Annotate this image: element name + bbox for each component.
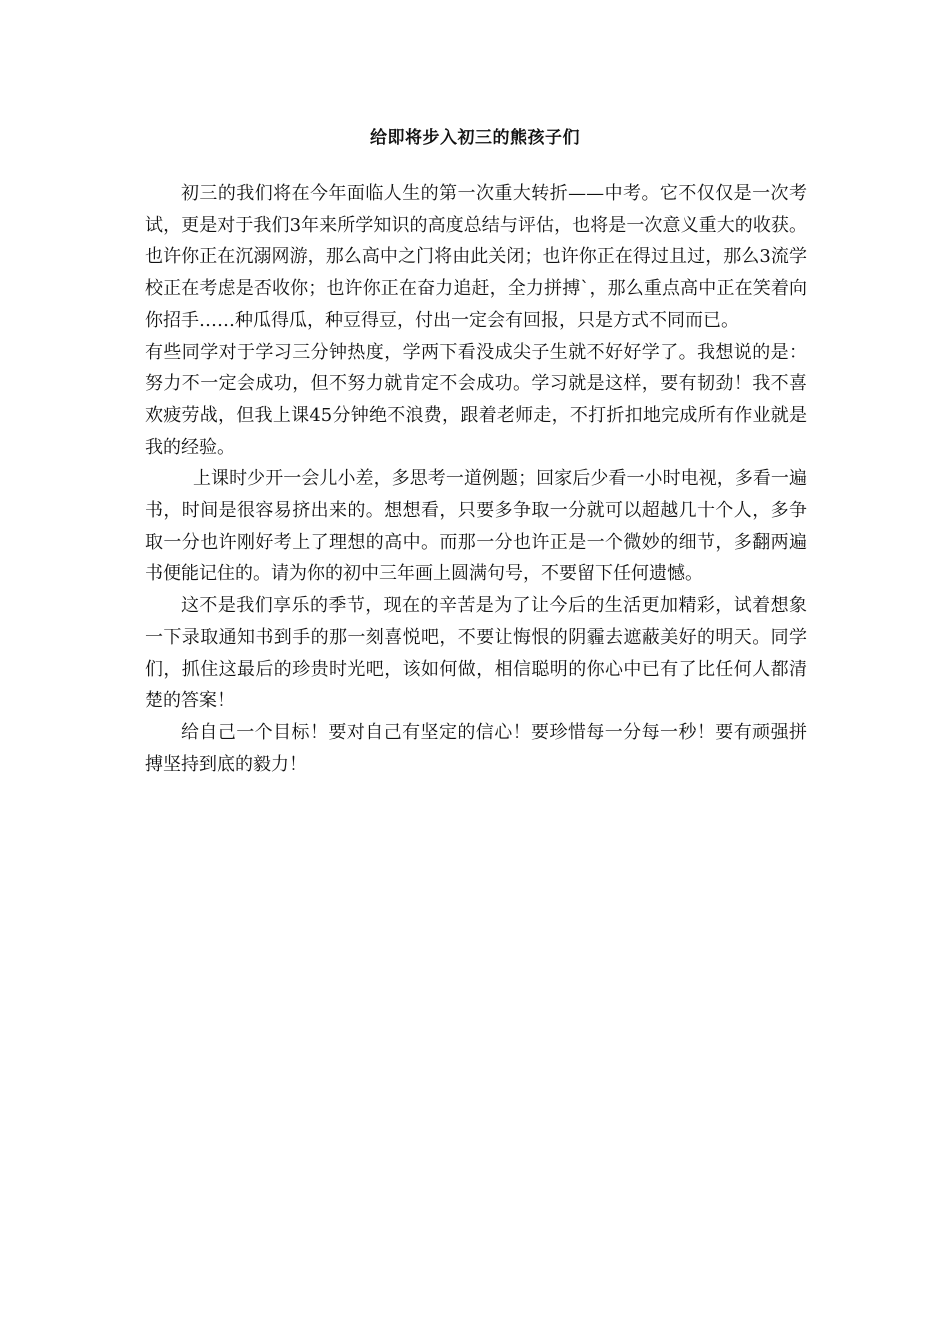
paragraph-3: 上课时少开一会儿小差，多思考一道例题；回家后少看一小时电视，多看一遍书，时间是很容易挤出来的。想想看，只要多争取一分就可以超越几十个人，多争取一分也许刚好考上了理想的高中。而那一分也许正是一个微妙的细节，多翻两遍书便能记住的。请为你的初中三年画上圆满句号，不要留下任何遗憾。 [145,468,807,585]
document-title: 给即将步入初三的熊孩子们 [370,128,580,148]
paragraph-4: 这不是我们享乐的季节，现在的辛苦是为了让今后的生活更加精彩，试着想象一下录取通知书到手的那一刻喜悦吧，不要让悔恨的阴霾去遮蔽美好的明天。同学们，抓住这最后的珍贵时光吧，该如何做，相信聪明的你心中已有了比任何人都清楚的答案！ [145,595,807,712]
paragraph-5: 给自己一个目标！要对自己有坚定的信心！要珍惜每一分每一秒！要有顽强拼搏坚持到底的毅力！ [145,721,807,775]
paragraph-2: 有些同学对于学习三分钟热度，学两下看没成尖子生就不好好学了。我想说的是：努力不一定会成功，但不努力就肯定不会成功。学习就是这样，要有韧劲！我不喜欢疲劳战，但我上课45分钟绝不浪费，跟着老师走，不打折扣地完成所有作业就是我的经验。 [145,341,807,458]
paragraph-1: 初三的我们将在今年面临人生的第一次重大转折——中考。它不仅仅是一次考试，更是对于我们3年来所学知识的高度总结与评估，也将是一次意义重大的收获。也许你正在沉溺网游，那么高中之门将由此关闭；也许你正在得过且过，那么3流学校正在考虑是否收你；也许你正在奋力追赶，全力拼搏`，那么重点高中正在笑着向你招手……种瓜得瓜，种豆得豆，付出一定会有回报，只是方式不同而已。 [145,183,807,331]
document-body [145,178,807,780]
